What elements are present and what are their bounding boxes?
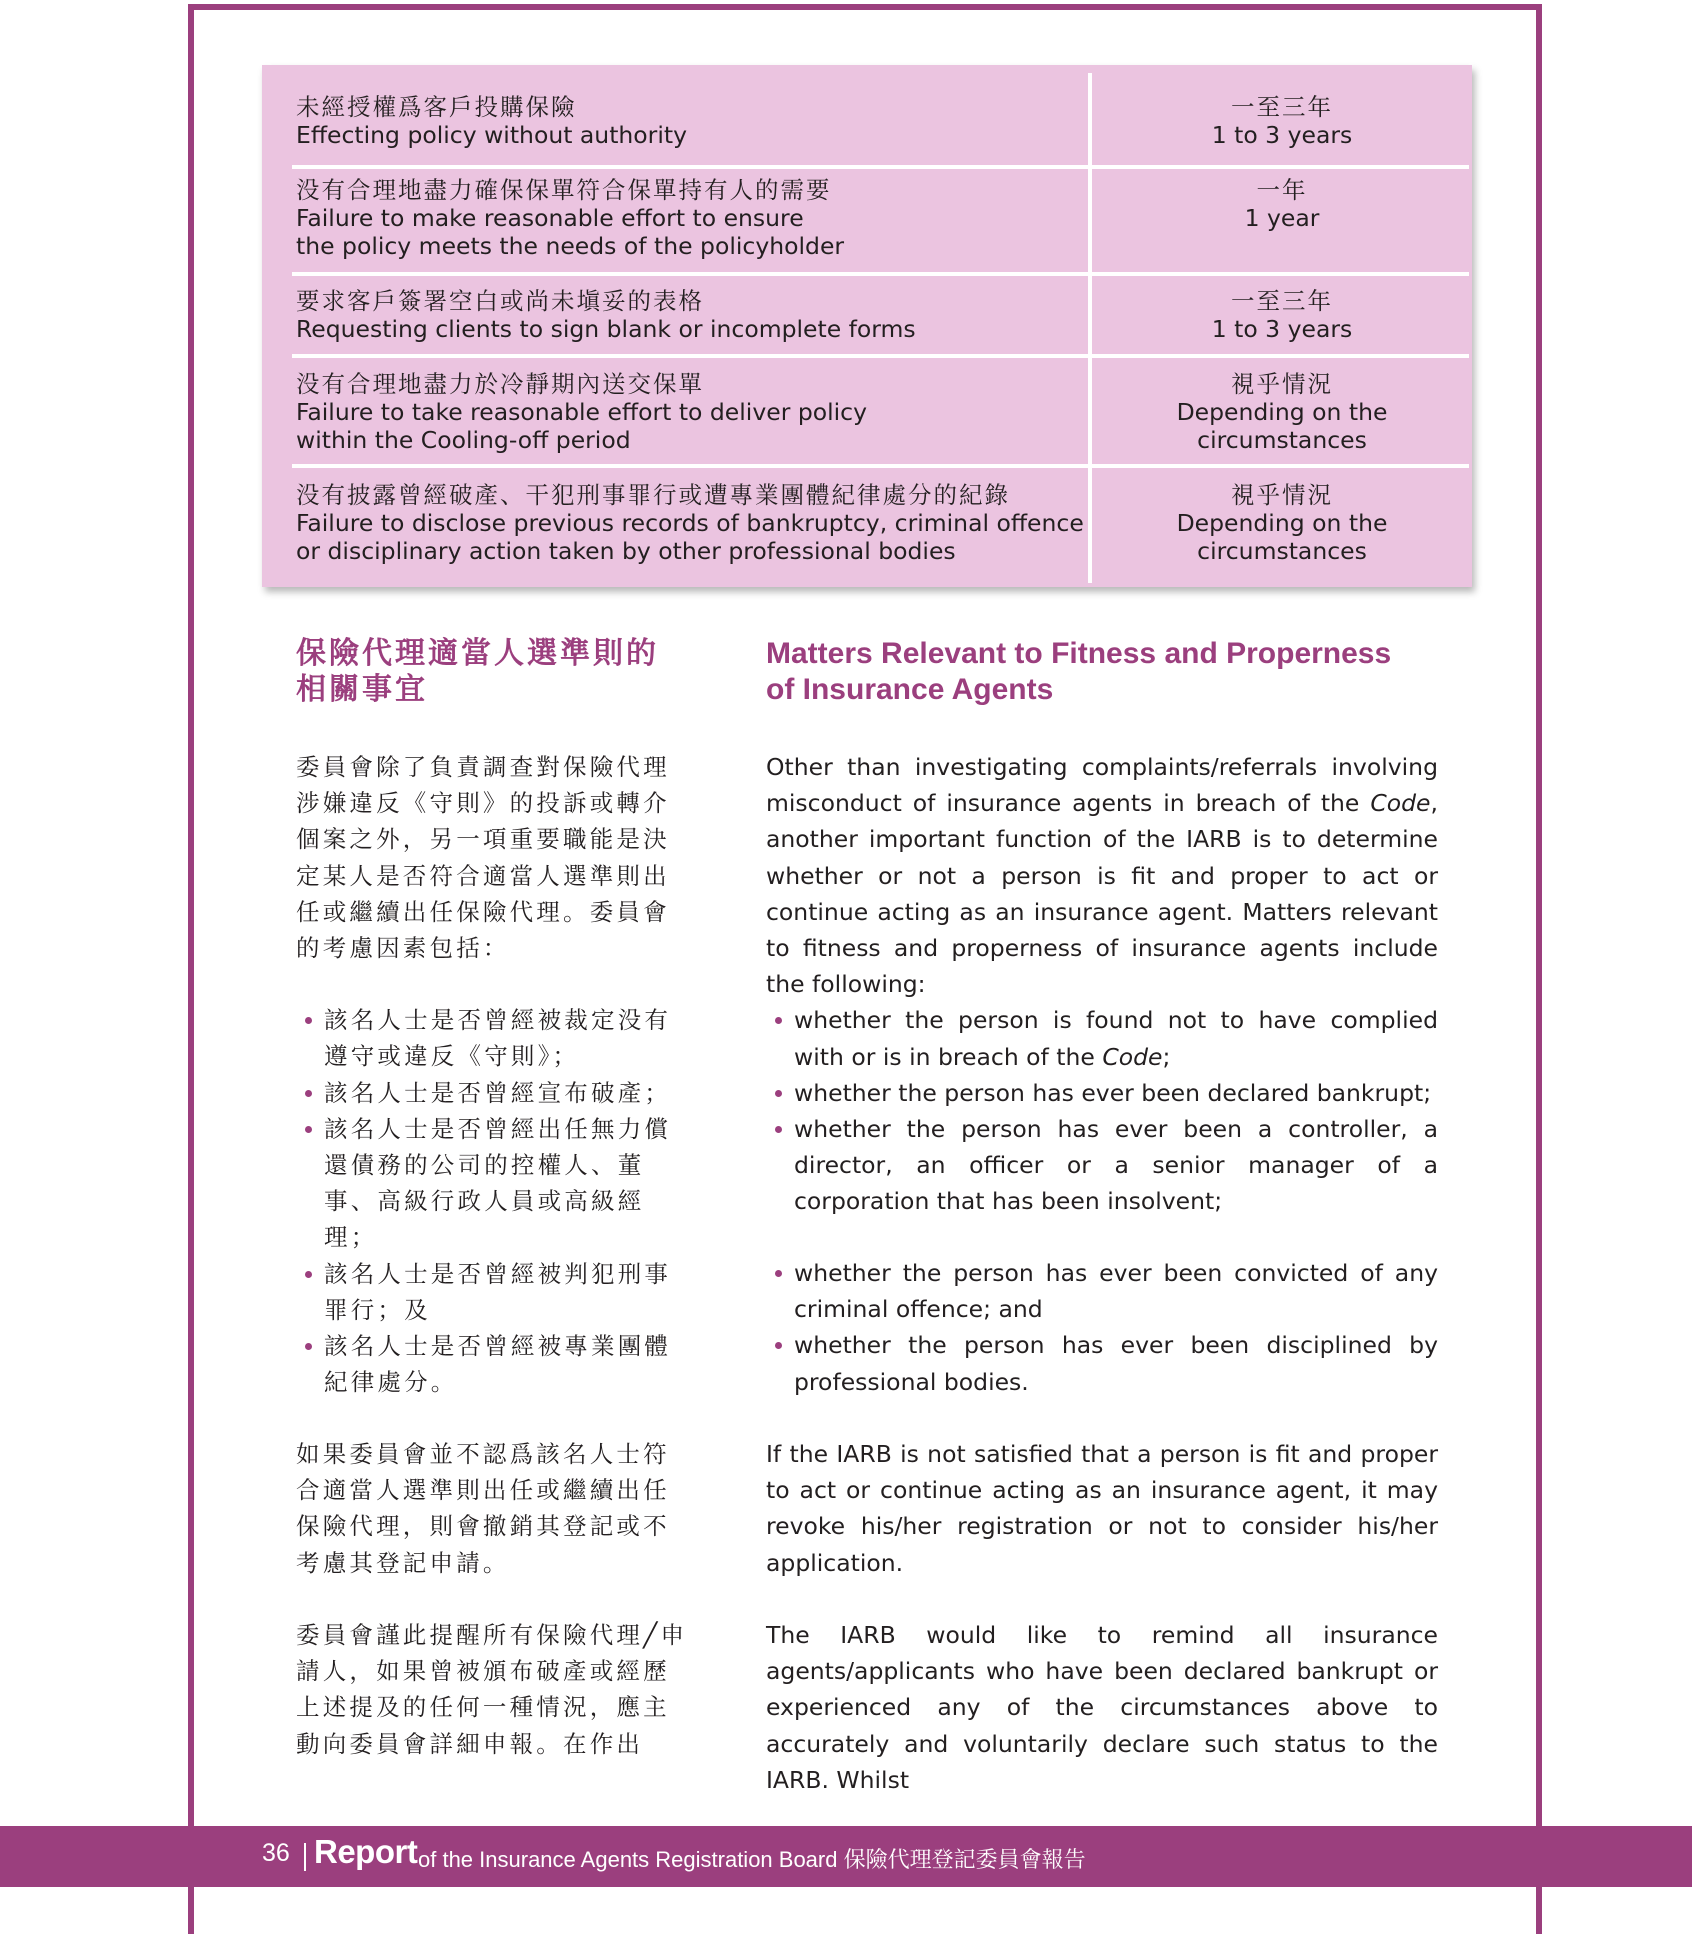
offence-en: Requesting clients to sign blank or incomplete forms [296, 315, 916, 343]
section-heading-en [766, 636, 1446, 708]
period-zh: 一至三年 [1231, 287, 1333, 315]
offence-zh: 没有合理地盡力於冷靜期內送交保單 [296, 370, 704, 398]
bullet-text: 該名人士是否曾經被判犯刑事罪行；及 [324, 1259, 672, 1324]
bullet-icon [305, 1271, 312, 1278]
bullet-text: 該名人士是否曾經出任無力償還債務的公司的控權人、董事、高級行政人員或高級經理； [324, 1114, 672, 1252]
offence-cell [296, 370, 1116, 454]
list-item [766, 1111, 1438, 1220]
page-footer [0, 1826, 1692, 1887]
heading-line: of Insurance Agents [766, 673, 1054, 706]
bullet-icon [775, 1126, 782, 1133]
bullet-icon [305, 1090, 312, 1097]
list-item [296, 1075, 692, 1111]
period-cell [1092, 370, 1472, 454]
row-divider [292, 272, 1469, 276]
period-cell [1092, 176, 1472, 232]
period-en: 1 year [1244, 204, 1320, 232]
bullet-icon [305, 1126, 312, 1133]
zh-column [296, 749, 692, 1400]
offence-zh: 要求客戶簽署空白或尚未塡妥的表格 [296, 287, 704, 315]
bullet-icon [775, 1090, 782, 1097]
bullet-icon [775, 1270, 782, 1277]
period-en: circumstances [1197, 426, 1367, 454]
offence-cell [296, 481, 1116, 565]
heading-line: 相關事宜 [296, 672, 428, 707]
text-run: , another important function of the IARB is to determine whether or not a person is fit and proper to act or continue acting as an insurance agent. Matters relevant to fitness and properness of insurance agents include the following: [766, 789, 1438, 999]
list-item [296, 1256, 692, 1328]
zh-paragraph-3 [296, 1617, 692, 1762]
en-column [766, 749, 1438, 1220]
offence-en: within the Cooling-off period [296, 426, 631, 454]
zh-bullet-list [296, 1002, 692, 1400]
list-item [296, 1002, 692, 1074]
text-run: whether the person has ever been convicted of any criminal offence; and [794, 1259, 1438, 1324]
bullet-text: 該名人士是否曾經被專業團體紀律處分。 [324, 1332, 672, 1397]
zh-paragraph: 委員會謹此提醒所有保險代理╱申請人，如果曾被頒布破產或經歷上述提及的任何一種情況，應主動向委員會詳細申報。在作出 [296, 1621, 688, 1758]
en-bullet-list [766, 1255, 1438, 1400]
offence-en: the policy meets the needs of the policyholder [296, 232, 845, 260]
period-zh: 視乎情況 [1231, 370, 1333, 398]
bullet-text: 該名人士是否曾經被裁定没有遵守或違反《守則》； [324, 1006, 672, 1071]
offence-en: Failure to take reasonable effort to deliver policy [296, 398, 867, 426]
footer-divider [304, 1843, 306, 1871]
section-heading-zh [296, 636, 706, 708]
row-divider [292, 354, 1469, 358]
offence-cell [296, 93, 1116, 149]
zh-paragraph: 如果委員會並不認爲該名人士符合適當人選準則出任或繼續出任保險代理，則會撤銷其登記或不考慮其登記申請。 [296, 1440, 670, 1577]
zh-paragraph-2 [296, 1436, 692, 1581]
penalty-table [262, 65, 1472, 587]
code-italic: Code [1370, 789, 1431, 818]
period-en: Depending on the [1176, 398, 1388, 426]
row-divider [292, 464, 1469, 468]
text-run: ; [1162, 1042, 1171, 1071]
list-item [766, 1002, 1438, 1074]
text-run: whether the person has ever been declared bankrupt; [794, 1078, 1432, 1107]
heading-line: 保險代理適當人選準則的 [296, 636, 659, 671]
text-run: Other than investigating complaints/referrals involving misconduct of insurance agents in breach of the [766, 753, 1438, 818]
en-bullet-list [766, 1002, 1438, 1219]
bullet-icon [775, 1342, 782, 1349]
period-en: Depending on the [1176, 509, 1388, 537]
period-zh: 一至三年 [1231, 93, 1333, 121]
text-run: whether the person has ever been disciplined by professional bodies. [794, 1331, 1438, 1396]
bullet-icon [305, 1017, 312, 1024]
report-wordmark: Report [314, 1833, 418, 1870]
code-italic: Code [1102, 1042, 1163, 1071]
en-paragraph-2 [766, 1436, 1438, 1581]
list-item [766, 1327, 1438, 1399]
list-item [766, 1255, 1438, 1327]
offence-en: Failure to disclose previous records of bankruptcy, criminal offence [296, 509, 1084, 537]
period-zh: 一年 [1256, 176, 1308, 204]
period-en: circumstances [1197, 537, 1367, 565]
period-cell [1092, 481, 1472, 565]
bullet-icon [305, 1343, 312, 1350]
offence-en: or disciplinary action taken by other professional bodies [296, 537, 956, 565]
offence-cell [296, 287, 1116, 343]
bullet-icon [775, 1017, 782, 1024]
period-zh: 視乎情況 [1231, 481, 1333, 509]
offence-zh: 没有合理地盡力確保保單符合保單持有人的需要 [296, 176, 832, 204]
en-paragraph: The IARB would like to remind all insurance agents/applicants who have been declared bankrupt or experienced any of the circumstances above to accurately and voluntarily declare such status to the IARB. Whilst [766, 1621, 1438, 1794]
period-en: 1 to 3 years [1211, 315, 1353, 343]
text-run: whether the person is found not to have complied with or is in breach of the [794, 1006, 1438, 1071]
offence-cell [296, 176, 1116, 260]
offence-zh: 未經授權爲客戶投購保險 [296, 93, 577, 121]
text-run: whether the person has ever been a controller, a director, an officer or a senior manager of a corporation that has been insolvent; [794, 1115, 1438, 1216]
offence-en: Effecting policy without authority [296, 121, 687, 149]
list-item [296, 1328, 692, 1400]
period-en: 1 to 3 years [1211, 121, 1353, 149]
en-bullets-continued [766, 1255, 1438, 1400]
period-cell [1092, 287, 1472, 343]
list-item [296, 1111, 692, 1256]
en-paragraph-3 [766, 1617, 1438, 1798]
heading-line: Matters Relevant to Fitness and Properness [766, 637, 1392, 670]
page-number: 36 [262, 1839, 290, 1867]
footer-title: of the Insurance Agents Registration Board 保險代理登記委員會報告 [418, 1847, 1086, 1872]
list-item [766, 1075, 1438, 1111]
en-paragraph: If the IARB is not satisfied that a person is fit and proper to act or continue acting as an insurance agent, it may revoke his/her registration or not to consider his/her application. [766, 1440, 1438, 1577]
bullet-text: 該名人士是否曾經宣布破產； [324, 1078, 672, 1107]
period-cell [1092, 93, 1472, 149]
zh-intro-paragraph: 委員會除了負責調查對保險代理涉嫌違反《守則》的投訴或轉介個案之外，另一項重要職能是決定某人是否符合適當人選準則出任或繼續出任保險代理。委員會的考慮因素包括： [296, 753, 670, 963]
offence-zh: 没有披露曾經破產、干犯刑事罪行或遭專業團體紀律處分的紀錄 [296, 481, 1010, 509]
row-divider [292, 165, 1469, 169]
offence-en: Failure to make reasonable effort to ensure [296, 204, 804, 232]
en-intro-paragraph [766, 749, 1438, 1002]
